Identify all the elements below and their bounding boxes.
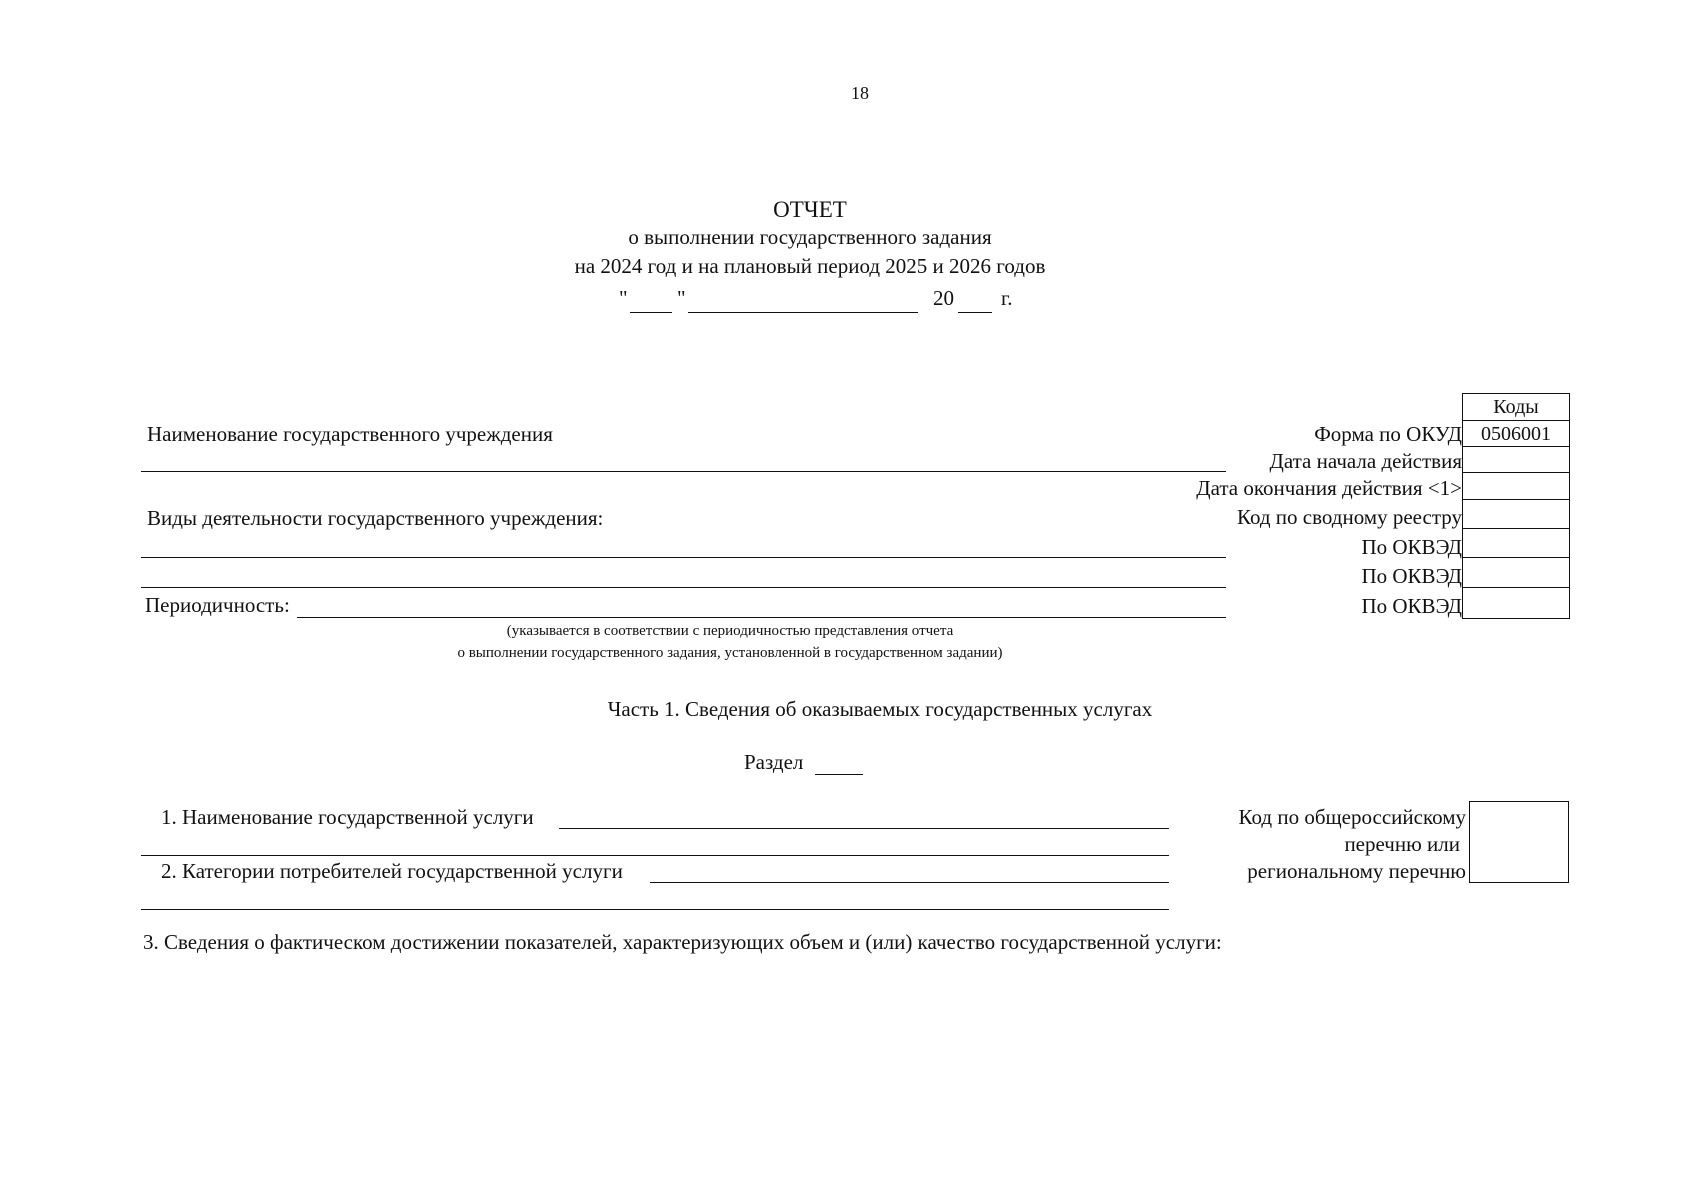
institution-name-field[interactable]: [141, 471, 1226, 472]
codes-label-start-date: Дата начала действия: [1269, 449, 1462, 473]
service-name-field-2[interactable]: [141, 855, 1169, 856]
service-name-label: 1. Наименование государственной услуги: [161, 805, 534, 829]
activity-types-field-1[interactable]: [141, 557, 1226, 558]
codes-label-okud: Форма по ОКУД: [1314, 422, 1462, 446]
section-label: Раздел: [744, 750, 804, 774]
date-quote-open: ": [619, 286, 628, 310]
service-code-label-line1: Код по общероссийскому: [1238, 805, 1466, 829]
codes-label-okved-3: По ОКВЭД: [1361, 594, 1462, 618]
codes-value-start-date[interactable]: [1463, 446, 1569, 473]
date-year-suffix: г.: [1001, 286, 1013, 310]
activity-types-field-2[interactable]: [141, 587, 1226, 588]
consumers-field-2[interactable]: [141, 909, 1169, 910]
codes-value-okud[interactable]: 0506001: [1463, 420, 1569, 447]
codes-value-registry[interactable]: [1463, 499, 1569, 528]
codes-value-end-date[interactable]: [1463, 472, 1569, 500]
service-code-box[interactable]: [1469, 801, 1569, 883]
date-year-prefix: 20: [933, 286, 954, 310]
date-month-field[interactable]: [688, 312, 918, 313]
codes-label-okved-1: По ОКВЭД: [1361, 535, 1462, 559]
document-period: на 2024 год и на плановый период 2025 и 2026 годов: [574, 254, 1046, 278]
document-subtitle: о выполнении государственного задания: [628, 225, 992, 249]
codes-value-okved-2[interactable]: [1463, 557, 1569, 587]
codes-label-end-date: Дата окончания действия <1>: [1196, 476, 1462, 500]
institution-name-label: Наименование государственного учреждения: [147, 422, 553, 446]
service-code-label-line2: перечню или: [1344, 832, 1460, 856]
periodicity-note-line1: (указывается в соответствии с периодичностью представления отчета: [506, 623, 954, 639]
indicators-label: 3. Сведения о фактическом достижении показателей, характеризующих объем и (или) качество государственной услуги:: [143, 930, 1222, 954]
codes-value-okved-3[interactable]: [1463, 587, 1569, 618]
service-name-field-1[interactable]: [559, 828, 1169, 829]
document-title: ОТЧЕТ: [773, 197, 847, 222]
codes-table: [1462, 393, 1570, 619]
section-number-field[interactable]: [815, 774, 863, 775]
codes-value-okved-1[interactable]: [1463, 528, 1569, 558]
codes-label-okved-2: По ОКВЭД: [1361, 564, 1462, 588]
date-year-field[interactable]: [958, 312, 992, 313]
activity-types-label: Виды деятельности государственного учреждения:: [147, 506, 604, 530]
periodicity-field[interactable]: [297, 617, 1226, 618]
date-day-field[interactable]: [630, 312, 672, 313]
consumers-label: 2. Категории потребителей государственной услуги: [161, 859, 623, 883]
page-number: 18: [851, 83, 869, 103]
codes-label-registry: Код по сводному реестру: [1237, 505, 1462, 529]
part1-title: Часть 1. Сведения об оказываемых государственных услугах: [607, 697, 1153, 721]
periodicity-note-line2: о выполнении государственного задания, установленной в государственном задании): [457, 645, 1003, 661]
date-quote-close: ": [677, 286, 686, 310]
consumers-field-1[interactable]: [650, 882, 1169, 883]
codes-header: Коды: [1493, 396, 1539, 418]
service-code-label-line3: региональному перечню: [1247, 859, 1466, 883]
periodicity-label: Периодичность:: [145, 593, 290, 617]
